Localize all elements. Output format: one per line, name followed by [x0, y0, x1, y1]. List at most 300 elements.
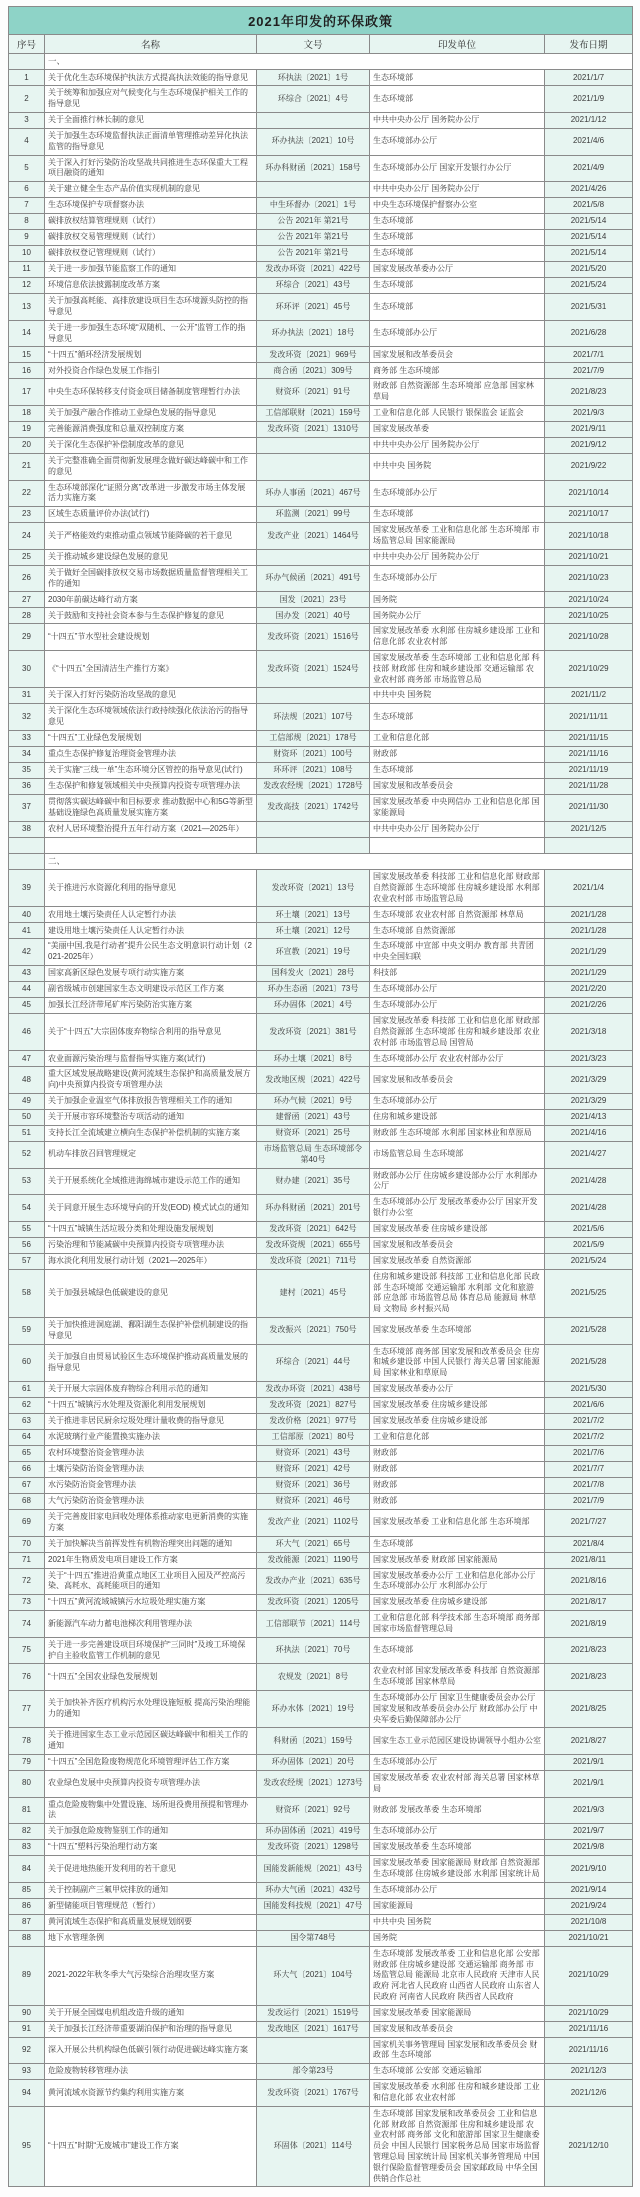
- row-number-cell: 80: [9, 1770, 45, 1797]
- publish-date-cell: 2021/6/6: [545, 1397, 633, 1413]
- policy-name-cell: 关于深化生态保护补偿制度改革的意见: [45, 438, 257, 454]
- table-row: [9, 1195, 633, 1222]
- doc-number-cell: 环环评〔2021〕45号: [257, 294, 370, 321]
- issuing-unit-cell: 财政部: [370, 1461, 545, 1477]
- row-number-cell: 55: [9, 1221, 45, 1237]
- publish-date-cell: 2021/11/16: [545, 2021, 633, 2037]
- doc-number-cell: 科财函〔2021〕159号: [257, 1728, 370, 1755]
- issuing-unit-cell: 国家发展和改革委员会: [370, 1067, 545, 1094]
- row-number-cell: 19: [9, 422, 45, 438]
- row-number-cell: 23: [9, 507, 45, 523]
- publish-date-cell: 2021/7/9: [545, 363, 633, 379]
- table-row: [9, 198, 633, 214]
- issuing-unit-cell: 生态环境部: [370, 294, 545, 321]
- publish-date-cell: 2021/5/8: [545, 198, 633, 214]
- spacer-row: [9, 837, 633, 853]
- table-row: [9, 523, 633, 550]
- policy-name-cell: 黄河流域生态保护和高质量发展规划纲要: [45, 1914, 257, 1930]
- publish-date-cell: 2021/8/23: [545, 1637, 633, 1664]
- doc-number-cell: 环执法〔2021〕1号: [257, 70, 370, 86]
- doc-number-cell: 环法规〔2021〕107号: [257, 704, 370, 731]
- table-row: [9, 1317, 633, 1344]
- title-row: [9, 7, 633, 35]
- table-row: [9, 923, 633, 939]
- table-row: [9, 1882, 633, 1898]
- doc-number-cell: 财资环〔2021〕46号: [257, 1493, 370, 1509]
- issuing-unit-cell: 住房和城乡建设部: [370, 1110, 545, 1126]
- doc-number-cell: 发改振兴〔2021〕750号: [257, 1317, 370, 1344]
- issuing-unit-cell: 农业农村部 国家发展改革委 科技部 自然资源部 生态环境部 国家林草局: [370, 1664, 545, 1691]
- publish-date-cell: 2021/8/17: [545, 1595, 633, 1611]
- publish-date-cell: 2021/5/25: [545, 1269, 633, 1317]
- table-row: [9, 1840, 633, 1856]
- policy-name-cell: 农用地土壤污染责任人认定暂行办法: [45, 907, 257, 923]
- policy-name-cell: 关于优化生态环境保护执法方式提高执法效能的指导意见: [45, 70, 257, 86]
- issuing-unit-cell: 中共中央办公厅 国务院办公厅: [370, 549, 545, 565]
- row-number-cell: 63: [9, 1413, 45, 1429]
- table-row: [9, 320, 633, 347]
- publish-date-cell: 2021/11/30: [545, 794, 633, 821]
- issuing-unit-cell: 国家发展改革委 科技部 工业和信息化部 财政部 自然资源部 生态环境部 住房和城乡建设部 农业农村部 市场监管总局 国管局: [370, 1014, 545, 1051]
- doc-number-cell: 环办土壤〔2021〕8号: [257, 1051, 370, 1067]
- row-number-cell: 48: [9, 1067, 45, 1094]
- doc-number-cell: 环大气〔2021〕65号: [257, 1536, 370, 1552]
- issuing-unit-cell: 中共中央 国务院: [370, 454, 545, 481]
- policy-name-cell: 关于开展全国煤电机组改造升级的通知: [45, 2005, 257, 2021]
- doc-number-cell: 公告 2021年 第21号: [257, 246, 370, 262]
- policy-name-cell: 关于推动城乡建设绿色发展的意见: [45, 549, 257, 565]
- publish-date-cell: 2021/8/23: [545, 1664, 633, 1691]
- row-number-cell: 30: [9, 651, 45, 688]
- publish-date-cell: 2021/8/27: [545, 1728, 633, 1755]
- row-number-cell: 77: [9, 1690, 45, 1727]
- publish-date-cell: 2021/11/15: [545, 730, 633, 746]
- publish-date-cell: 2021/7/27: [545, 1509, 633, 1536]
- table-row: [9, 2106, 633, 2187]
- row-number-cell: 47: [9, 1051, 45, 1067]
- policy-name-cell: “十四五”全国危险废物规范化环境管理评估工作方案: [45, 1754, 257, 1770]
- policy-name-cell: 国家高新区绿色发展专项行动实施方案: [45, 966, 257, 982]
- doc-number-cell: 发改环资〔2021〕13号: [257, 870, 370, 907]
- doc-number-cell: 环办生态函〔2021〕73号: [257, 982, 370, 998]
- publish-date-cell: 2021/1/28: [545, 907, 633, 923]
- publish-date-cell: 2021/1/29: [545, 939, 633, 966]
- policy-name-cell: 中央生态环保转移支付资金项目储备制度管理暂行办法: [45, 379, 257, 406]
- page-title: 2021年印发的环保政策: [9, 7, 633, 35]
- policy-name-cell: 关于加强危险废物鉴别工作的通知: [45, 1824, 257, 1840]
- row-number-cell: 54: [9, 1195, 45, 1222]
- issuing-unit-cell: 生态环境部: [370, 278, 545, 294]
- table-row: [9, 1253, 633, 1269]
- policy-name-cell: 农村人居环境整治提升五年行动方案（2021—2025年）: [45, 821, 257, 837]
- row-number-cell: 24: [9, 523, 45, 550]
- row-number-cell: 67: [9, 1477, 45, 1493]
- doc-number-cell: [257, 454, 370, 481]
- policy-name-cell: 污染治理和节能减碳中央预算内投资专项管理办法: [45, 1237, 257, 1253]
- publish-date-cell: 2021/12/10: [545, 2106, 633, 2187]
- policy-name-cell: 关于开展系统化全域推进海绵城市建设示范工作的通知: [45, 1168, 257, 1195]
- issuing-unit-cell: 国务院: [370, 1930, 545, 1946]
- publish-date-cell: 2021/10/24: [545, 592, 633, 608]
- policy-name-cell: 碳排放权登记管理规则（试行）: [45, 246, 257, 262]
- issuing-unit-cell: 国家发展改革委 水利部 住房和城乡建设部 工业和信息化部 农业农村部: [370, 2080, 545, 2107]
- issuing-unit-cell: 国务院办公厅: [370, 608, 545, 624]
- table-row: [9, 565, 633, 592]
- row-number-cell: 82: [9, 1824, 45, 1840]
- row-number-cell: 61: [9, 1381, 45, 1397]
- policy-name-cell: 黄河流域水资源节约集约利用实施方案: [45, 2080, 257, 2107]
- policy-name-cell: 生态保护和修复领域相关中央预算内投资专项管理办法: [45, 778, 257, 794]
- policy-name-cell: 重点危险废物集中处置设施、场所退役费用预提和管理办法: [45, 1797, 257, 1824]
- doc-number-cell: 发改产业〔2021〕1464号: [257, 523, 370, 550]
- policy-name-cell: 海水淡化利用发展行动计划（2021—2025年）: [45, 1253, 257, 1269]
- table-row: [9, 966, 633, 982]
- publish-date-cell: 2021/1/7: [545, 70, 633, 86]
- policy-name-cell: “十四五”塑料污染治理行动方案: [45, 1840, 257, 1856]
- policy-name-cell: 2021-2022年秋冬季大气污染综合治理攻坚方案: [45, 1946, 257, 2005]
- publish-date-cell: 2021/5/14: [545, 214, 633, 230]
- table-row: [9, 1536, 633, 1552]
- publish-date-cell: 2021/7/6: [545, 1445, 633, 1461]
- publish-date-cell: 2021/9/1: [545, 1754, 633, 1770]
- policy-name-cell: 关于深入打好污染防治攻坚战的意见: [45, 688, 257, 704]
- publish-date-cell: 2021/2/26: [545, 998, 633, 1014]
- table-row: [9, 1637, 633, 1664]
- publish-date-cell: 2021/9/3: [545, 406, 633, 422]
- issuing-unit-cell: 住房和城乡建设部 科技部 工业和信息化部 民政部 生态环境部 交通运输部 水利部 文化和旅游部 应急部 市场监管总局 体育总局 能源局 林草局 文物局 乡村振兴局: [370, 1269, 545, 1317]
- policy-name-cell: 关于严格能效约束推动重点领域节能降碳的若干意见: [45, 523, 257, 550]
- row-number-cell: 66: [9, 1461, 45, 1477]
- policy-name-cell: 关于同意开展生态环境导向的开发(EOD) 模式试点的通知: [45, 1195, 257, 1222]
- issuing-unit-cell: 中央生态环境保护督察办公室: [370, 198, 545, 214]
- publish-date-cell: 2021/11/2: [545, 688, 633, 704]
- policy-name-cell: 关于深化生态环境领域依法行政持续强化依法治污的指导意见: [45, 704, 257, 731]
- issuing-unit-cell: 财政部: [370, 1493, 545, 1509]
- row-number-cell: 94: [9, 2080, 45, 2107]
- row-number-cell: 20: [9, 438, 45, 454]
- policy-name-cell: 关于加强企业温室气体排放报告管理相关工作的通知: [45, 1094, 257, 1110]
- row-number-cell: 69: [9, 1509, 45, 1536]
- issuing-unit-cell: 国家发展改革委 生态环境部: [370, 1317, 545, 1344]
- policy-name-cell: 支持长江全流域建立横向生态保护补偿机制的实施方案: [45, 1126, 257, 1142]
- row-number-cell: 13: [9, 294, 45, 321]
- doc-number-cell: 环办人事函〔2021〕467号: [257, 480, 370, 507]
- section-row: [9, 853, 633, 869]
- doc-number-cell: 发改农经规〔2021〕1273号: [257, 1770, 370, 1797]
- row-number-cell: 65: [9, 1445, 45, 1461]
- row-number-cell: [9, 853, 45, 869]
- policy-name-cell: 关于实施“三线一单”生态环境分区管控的指导意见(试行): [45, 762, 257, 778]
- column-header-0: 序号: [9, 35, 45, 54]
- row-number-cell: 93: [9, 2064, 45, 2080]
- publish-date-cell: 2021/5/14: [545, 230, 633, 246]
- row-number-cell: 43: [9, 966, 45, 982]
- publish-date-cell: 2021/10/21: [545, 549, 633, 565]
- policy-name-cell: 建设用地土壤污染责任人认定暂行办法: [45, 923, 257, 939]
- doc-number-cell: 工信部联节〔2021〕114号: [257, 1611, 370, 1638]
- table-row: [9, 651, 633, 688]
- policy-name-cell: 水泥玻璃行业产能置换实施办法: [45, 1429, 257, 1445]
- policy-name-cell: 关于建立健全生态产品价值实现机制的意见: [45, 182, 257, 198]
- issuing-unit-cell: 国家发展改革委 工业和信息化部 生态环境部 市场监管总局 国家能源局: [370, 523, 545, 550]
- doc-number-cell: [257, 821, 370, 837]
- policy-name-cell: 关于推进国家生态工业示范园区碳达峰碳中和相关工作的通知: [45, 1728, 257, 1755]
- table-row: [9, 1664, 633, 1691]
- publish-date-cell: 2021/5/30: [545, 1381, 633, 1397]
- row-number-cell: 11: [9, 262, 45, 278]
- table-row: [9, 1754, 633, 1770]
- table-row: [9, 1930, 633, 1946]
- publish-date-cell: 2021/1/28: [545, 923, 633, 939]
- policy-name-cell: “十四五”时期“无废城市”建设工作方案: [45, 2106, 257, 2187]
- row-number-cell: 81: [9, 1797, 45, 1824]
- doc-number-cell: 公告 2021年 第21号: [257, 214, 370, 230]
- publish-date-cell: 2021/3/29: [545, 1094, 633, 1110]
- policy-name-cell: “美丽中国,我是行动者”提升公民生态文明意识行动计划（2021-2025年）: [45, 939, 257, 966]
- table-row: [9, 70, 633, 86]
- policy-name-cell: 关于加快解决当前挥发性有机物治理突出问题的通知: [45, 1536, 257, 1552]
- policy-name-cell: 关于加强县城绿色低碳建设的意见: [45, 1269, 257, 1317]
- issuing-unit-cell: 国家发展改革委 住房城乡建设部: [370, 1595, 545, 1611]
- publish-date-cell: 2021/10/28: [545, 624, 633, 651]
- table-row: [9, 939, 633, 966]
- row-number-cell: 57: [9, 1253, 45, 1269]
- issuing-unit-cell: 财政部 自然资源部 生态环境部 应急部 国家林草局: [370, 379, 545, 406]
- table-row: [9, 507, 633, 523]
- policy-name-cell: 2030年前碳达峰行动方案: [45, 592, 257, 608]
- policy-name-cell: “十四五”工业绿色发展规划: [45, 730, 257, 746]
- publish-date-cell: 2021/4/6: [545, 129, 633, 156]
- doc-number-cell: 发改环资〔2021〕381号: [257, 1014, 370, 1051]
- publish-date-cell: 2021/9/7: [545, 1824, 633, 1840]
- issuing-unit-cell: 国家发展改革委办公厅 工业和信息化部办公厅 生态环境部办公厅 水利部办公厅: [370, 1568, 545, 1595]
- table-row: [9, 821, 633, 837]
- table-row: [9, 1690, 633, 1727]
- issuing-unit-cell: 中共中央 国务院: [370, 688, 545, 704]
- issuing-unit-cell: 国家发展和改革委员会: [370, 778, 545, 794]
- issuing-unit-cell: 生态环境部办公厅: [370, 1882, 545, 1898]
- row-number-cell: 16: [9, 363, 45, 379]
- table-row: [9, 1728, 633, 1755]
- publish-date-cell: 2021/7/2: [545, 1429, 633, 1445]
- publish-date-cell: 2021/10/25: [545, 608, 633, 624]
- issuing-unit-cell: 商务部 生态环境部: [370, 363, 545, 379]
- row-number-cell: 14: [9, 320, 45, 347]
- issuing-unit-cell: 生态环境部 自然资源部: [370, 923, 545, 939]
- doc-number-cell: 国科发火〔2021〕28号: [257, 966, 370, 982]
- publish-date-cell: 2021/4/28: [545, 1168, 633, 1195]
- policy-name-cell: “十四五”节水型社会建设规划: [45, 624, 257, 651]
- doc-number-cell: 发改价格〔2021〕977号: [257, 1413, 370, 1429]
- policy-name-cell: 关于完整准确全面贯彻新发展理念做好碳达峰碳中和工作的意见: [45, 454, 257, 481]
- publish-date-cell: 2021/2/20: [545, 982, 633, 998]
- doc-number-cell: 发改环资〔2021〕711号: [257, 1253, 370, 1269]
- doc-number-cell: 环办固体〔2021〕20号: [257, 1754, 370, 1770]
- publish-date-cell: 2021/1/12: [545, 113, 633, 129]
- publish-date-cell: 2021/4/27: [545, 1142, 633, 1169]
- table-row: [9, 794, 633, 821]
- issuing-unit-cell: 财政部: [370, 746, 545, 762]
- policy-name-cell: 大气污染防治资金管理办法: [45, 1493, 257, 1509]
- issuing-unit-cell: 生态环境部 农业农村部 自然资源部 林草局: [370, 907, 545, 923]
- table-row: [9, 549, 633, 565]
- row-number-cell: 87: [9, 1914, 45, 1930]
- doc-number-cell: 环办大气函〔2021〕432号: [257, 1882, 370, 1898]
- doc-number-cell: 国发〔2021〕23号: [257, 592, 370, 608]
- policy-name-cell: 关于控制副产三氟甲烷排放的通知: [45, 1882, 257, 1898]
- table-row: [9, 294, 633, 321]
- policy-name-cell: 农业面源污染治理与监督指导实施方案(试行): [45, 1051, 257, 1067]
- row-number-cell: 39: [9, 870, 45, 907]
- row-number-cell: 35: [9, 762, 45, 778]
- policy-name-cell: 农业绿色发展中央预算内投资专项管理办法: [45, 1770, 257, 1797]
- row-number-cell: 40: [9, 907, 45, 923]
- doc-number-cell: 工信部原〔2021〕80号: [257, 1429, 370, 1445]
- publish-date-cell: 2021/12/6: [545, 2080, 633, 2107]
- policy-name-cell: 关于“十四五”推进沿黄重点地区工业项目入园及严控高污染、高耗水、高耗能项目的通知: [45, 1568, 257, 1595]
- doc-number-cell: 部令第23号: [257, 2064, 370, 2080]
- publish-date-cell: 2021/1/4: [545, 870, 633, 907]
- row-number-cell: 2: [9, 86, 45, 113]
- table-row: [9, 422, 633, 438]
- doc-number-cell: 商合函〔2021〕309号: [257, 363, 370, 379]
- doc-number-cell: 农规发〔2021〕8号: [257, 1664, 370, 1691]
- table-row: [9, 1898, 633, 1914]
- policy-name-cell: 生态环境部深化“证照分离”改革进一步激发市场主体发展活力实施方案: [45, 480, 257, 507]
- doc-number-cell: 财办建〔2021〕35号: [257, 1168, 370, 1195]
- row-number-cell: 12: [9, 278, 45, 294]
- table-row: [9, 1611, 633, 1638]
- policy-name-cell: 关于开展大宗固体废弃物综合利用示范的通知: [45, 1381, 257, 1397]
- table-row: [9, 998, 633, 1014]
- table-row: [9, 1477, 633, 1493]
- publish-date-cell: 2021/7/9: [545, 1493, 633, 1509]
- issuing-unit-cell: 生态环境部办公厅: [370, 1824, 545, 1840]
- doc-number-cell: 环办气候〔2021〕9号: [257, 1094, 370, 1110]
- table-row: [9, 982, 633, 998]
- issuing-unit-cell: 生态环境部办公厅: [370, 1094, 545, 1110]
- row-number-cell: 89: [9, 1946, 45, 2005]
- publish-date-cell: 2021/9/1: [545, 1770, 633, 1797]
- issuing-unit-cell: 国家发展改革委 财政部 国家能源局: [370, 1552, 545, 1568]
- row-number-cell: 56: [9, 1237, 45, 1253]
- row-number-cell: 78: [9, 1728, 45, 1755]
- policy-name-cell: 关于完善废旧家电回收处理体系推动家电更新消费的实施方案: [45, 1509, 257, 1536]
- table-row: [9, 1344, 633, 1381]
- table-row: [9, 1269, 633, 1317]
- row-number-cell: 29: [9, 624, 45, 651]
- policy-name-cell: 农村环境整治资金管理办法: [45, 1445, 257, 1461]
- issuing-unit-cell: 生态环境部: [370, 230, 545, 246]
- row-number-cell: 32: [9, 704, 45, 731]
- issuing-unit-cell: 生态环境部: [370, 70, 545, 86]
- table-row: [9, 214, 633, 230]
- doc-number-cell: 发改高技〔2021〕1742号: [257, 794, 370, 821]
- issuing-unit-cell: 国家发展改革委 科技部 工业和信息化部 财政部 自然资源部 生态环境部 住房城乡建设部 水利部 农业农村部 市场监管总局: [370, 870, 545, 907]
- table-row: [9, 1413, 633, 1429]
- row-number-cell: 42: [9, 939, 45, 966]
- policy-name-cell: 关于鼓励和支持社会资本参与生态保护修复的意见: [45, 608, 257, 624]
- publish-date-cell: 2021/7/8: [545, 1477, 633, 1493]
- table-row: [9, 1461, 633, 1477]
- policy-name-cell: “十四五”城镇污水处理及资源化利用发展规划: [45, 1397, 257, 1413]
- publish-date-cell: 2021/4/13: [545, 1110, 633, 1126]
- doc-number-cell: 国能发新能规〔2021〕43号: [257, 1856, 370, 1883]
- doc-number-cell: 发改环资〔2021〕642号: [257, 1221, 370, 1237]
- issuing-unit-cell: 国家发展改革委办公厅: [370, 1381, 545, 1397]
- publish-date-cell: 2021/11/19: [545, 762, 633, 778]
- publish-date-cell: 2021/10/21: [545, 1930, 633, 1946]
- table-row: [9, 1014, 633, 1051]
- issuing-unit-cell: 中共中央办公厅 国务院办公厅: [370, 113, 545, 129]
- doc-number-cell: 环宣教〔2021〕19号: [257, 939, 370, 966]
- policy-name-cell: 关于深入打好污染防治攻坚战共同推进生态环保重大工程项目融资的通知: [45, 155, 257, 182]
- issuing-unit-cell: 国家能源局: [370, 1898, 545, 1914]
- table-row: [9, 1429, 633, 1445]
- row-number-cell: 64: [9, 1429, 45, 1445]
- table-row: [9, 1126, 633, 1142]
- publish-date-cell: 2021/5/28: [545, 1344, 633, 1381]
- publish-date-cell: 2021/10/17: [545, 507, 633, 523]
- doc-number-cell: 环监测〔2021〕99号: [257, 507, 370, 523]
- table-row: [9, 1094, 633, 1110]
- doc-number-cell: 发改环资〔2021〕1298号: [257, 1840, 370, 1856]
- row-number-cell: 84: [9, 1856, 45, 1883]
- row-number-cell: 17: [9, 379, 45, 406]
- policy-name-cell: 机动车排放召回管理规定: [45, 1142, 257, 1169]
- policy-name-cell: 加强长江经济带尾矿库污染防治实施方案: [45, 998, 257, 1014]
- table-row: [9, 1946, 633, 2005]
- policy-table: [8, 6, 633, 2187]
- doc-number-cell: 环执法〔2021〕70号: [257, 1637, 370, 1664]
- table-row: [9, 363, 633, 379]
- publish-date-cell: 2021/1/29: [545, 966, 633, 982]
- publish-date-cell: 2021/1/9: [545, 86, 633, 113]
- publish-date-cell: 2021/10/29: [545, 1946, 633, 2005]
- doc-number-cell: 发改地区〔2021〕1617号: [257, 2021, 370, 2037]
- row-number-cell: 6: [9, 182, 45, 198]
- issuing-unit-cell: 生态环境部 发展改革委 工业和信息化部 公安部 财政部 住房城乡建设部 交通运输部 商务部 市场监管总局 能源局 北京市人民政府 天津市人民政府 河北省人民政府 山西省人民政府 山东省人民政府 河南省人民政府 陕西省人民政府: [370, 1946, 545, 2005]
- publish-date-cell: 2021/7/2: [545, 1413, 633, 1429]
- doc-number-cell: [257, 549, 370, 565]
- table-row: [9, 1568, 633, 1595]
- publish-date-cell: 2021/3/29: [545, 1067, 633, 1094]
- publish-date-cell: 2021/3/18: [545, 1014, 633, 1051]
- doc-number-cell: 财资环〔2021〕43号: [257, 1445, 370, 1461]
- issuing-unit-cell: 生态环境部: [370, 704, 545, 731]
- row-number-cell: [9, 837, 45, 853]
- publish-date-cell: 2021/8/16: [545, 1568, 633, 1595]
- table-row: [9, 182, 633, 198]
- doc-number-cell: 财资环〔2021〕42号: [257, 1461, 370, 1477]
- policy-name-cell: 碳排放权结算管理规则（试行）: [45, 214, 257, 230]
- doc-number-cell: [257, 837, 370, 853]
- row-number-cell: 31: [9, 688, 45, 704]
- policy-name-cell: 关于促进地热能开发利用的若干意见: [45, 1856, 257, 1883]
- publish-date-cell: 2021/12/3: [545, 2064, 633, 2080]
- doc-number-cell: 财资环〔2021〕36号: [257, 1477, 370, 1493]
- publish-date-cell: 2021/9/3: [545, 1797, 633, 1824]
- policy-name-cell: 深入开展公共机构绿色低碳引领行动促进碳达峰实施方案: [45, 2037, 257, 2064]
- issuing-unit-cell: 国家发展改革委 住房城乡建设部: [370, 1397, 545, 1413]
- column-header-1: 名称: [45, 35, 257, 54]
- doc-number-cell: 环办执法〔2021〕18号: [257, 320, 370, 347]
- doc-number-cell: 工信部规〔2021〕178号: [257, 730, 370, 746]
- doc-number-cell: 工信部联财〔2021〕159号: [257, 406, 370, 422]
- issuing-unit-cell: 生态环境部办公厅 国家卫生健康委员会办公厅 国家发展和改革委员会办公厅 财政部办公厅 中央军委后勤保障部办公厅: [370, 1690, 545, 1727]
- policy-name-cell: 关于加强高耗能、高排放建设项目生态环境源头防控的指导意见: [45, 294, 257, 321]
- table-row: [9, 480, 633, 507]
